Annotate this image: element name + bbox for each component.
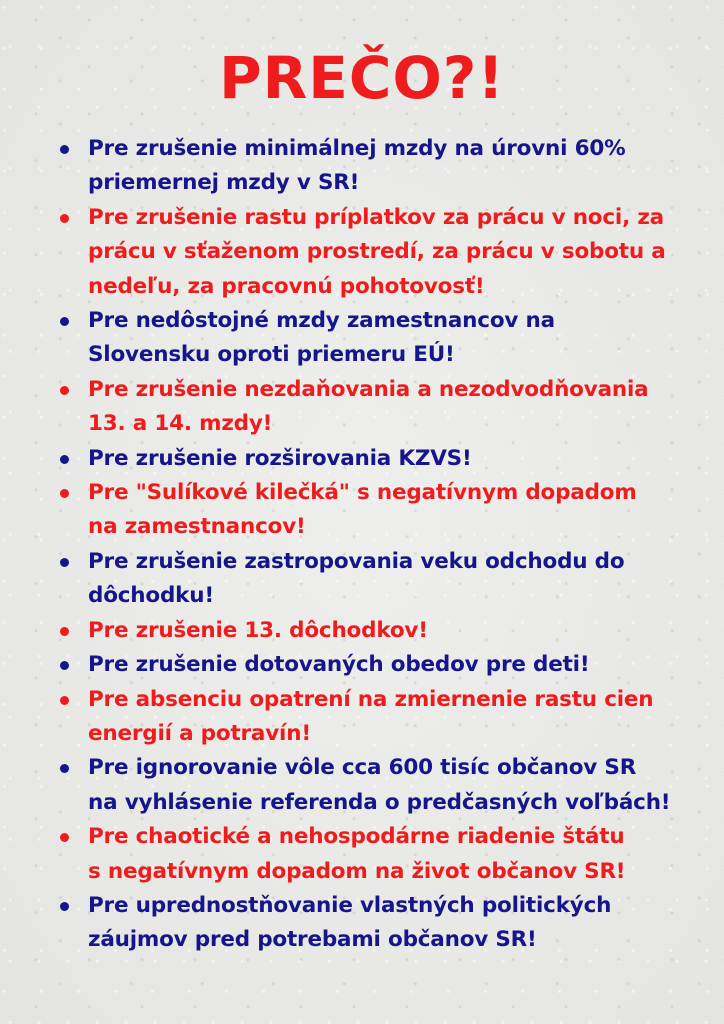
bullet-dot-icon xyxy=(60,489,69,498)
list-item xyxy=(58,648,708,682)
list-item-line: Pre uprednostňovanie vlastných politických xyxy=(88,892,612,918)
list-item xyxy=(58,132,708,201)
list-item xyxy=(58,751,708,820)
bullet-dot-icon xyxy=(60,833,69,842)
page-title: PREČO?! xyxy=(219,44,505,112)
list-item-line: Pre chaotické a nehospodárne riadenie štátu xyxy=(88,824,625,850)
list-item xyxy=(58,889,708,958)
list-item-line: Pre "Sulíkové kilečká" s negatívnym dopadom xyxy=(88,480,637,506)
bullet-dot-icon xyxy=(60,455,69,464)
list-item xyxy=(58,683,708,752)
bullet-dot-icon xyxy=(60,902,69,911)
bullet-dot-icon xyxy=(60,764,69,773)
list-item xyxy=(58,820,708,889)
list-item-line: Pre zrušenie dotovaných obedov pre deti! xyxy=(88,652,590,678)
bullet-dot-icon xyxy=(60,145,69,154)
list-item-line: Pre zrušenie rastu príplatkov za prácu v noci, za xyxy=(88,204,664,230)
list-item xyxy=(58,614,708,648)
list-item-line: Pre zrušenie minimálnej mzdy na úrovni 60% xyxy=(88,136,626,161)
list-item-line: priemernej mzdy v SR! xyxy=(88,170,360,196)
list-item-line: záujmov pred potrebami občanov SR! xyxy=(88,927,537,953)
list-item-line: na zamestnancov! xyxy=(88,514,306,540)
bullet-dot-icon xyxy=(60,558,69,567)
bullet-dot-icon xyxy=(60,661,69,670)
list-item-line: Pre zrušenie nezdaňovania a nezodvodňovania xyxy=(88,376,649,402)
list-item xyxy=(58,373,708,442)
list-item-line: Pre zrušenie zastropovania veku odchodu do xyxy=(88,548,625,574)
list-item-line: 13. a 14. mzdy! xyxy=(88,411,273,437)
list-item-line: Pre absenciu opatrení na zmiernenie rastu cien xyxy=(88,686,654,712)
reasons-list xyxy=(58,132,708,958)
list-item xyxy=(58,442,708,476)
list-item-line: Pre ignorovanie vôle cca 600 tisíc občanov SR xyxy=(88,755,637,781)
bullet-dot-icon xyxy=(60,214,69,223)
list-item-line: Pre zrušenie rozširovania KZVS! xyxy=(88,445,472,471)
list-item-line: energií a potravín! xyxy=(88,720,311,746)
list-item xyxy=(58,304,708,373)
bullet-dot-icon xyxy=(60,627,69,636)
list-item xyxy=(58,545,708,614)
list-item-line: nedeľu, za pracovnú pohotovosť! xyxy=(88,273,485,299)
list-item-line: na vyhlásenie referenda o predčasných voľbách! xyxy=(88,789,671,815)
bullet-dot-icon xyxy=(60,386,69,395)
list-item-line: Pre nedôstojné mzdy zamestnancov na xyxy=(88,308,555,334)
list-item-line: Slovensku oproti priemeru EÚ! xyxy=(88,342,455,368)
list-item-line: Pre zrušenie 13. dôchodkov! xyxy=(88,617,428,643)
list-item-line: prácu v sťaženom prostredí, za prácu v sobotu a xyxy=(88,239,666,265)
list-item xyxy=(58,201,708,304)
list-item-line: s negatívnym dopadom na život občanov SR! xyxy=(88,858,626,884)
bullet-dot-icon xyxy=(60,696,69,705)
list-item-line: dôchodku! xyxy=(88,583,214,609)
list-item xyxy=(58,476,708,545)
bullet-dot-icon xyxy=(60,317,69,326)
